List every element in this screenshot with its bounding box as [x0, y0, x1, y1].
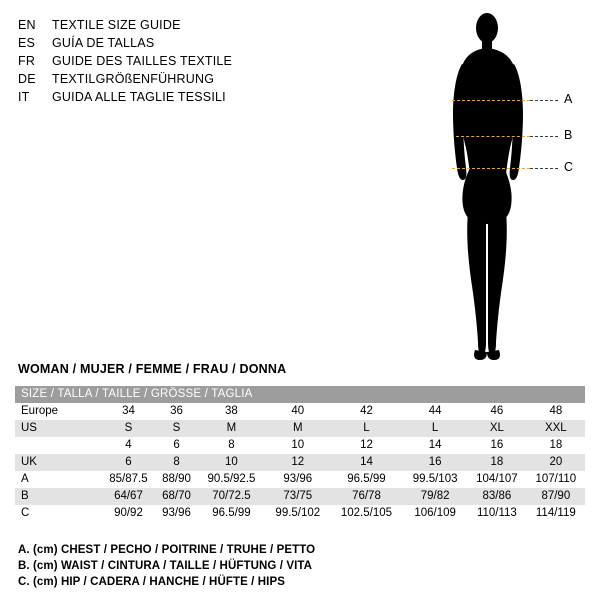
- table-row: [15, 454, 585, 471]
- cell: 4: [101, 437, 156, 454]
- cell: L: [330, 420, 403, 437]
- language-title: TEXTILE SIZE GUIDE: [52, 18, 181, 32]
- cell: 14: [330, 454, 403, 471]
- language-code: FR: [18, 54, 36, 68]
- cell: 6: [101, 454, 156, 471]
- language-row: [18, 70, 338, 88]
- cell: 10: [266, 437, 330, 454]
- language-row: [18, 34, 338, 52]
- cell: 96.5/99: [330, 471, 403, 488]
- cell: M: [266, 420, 330, 437]
- row-label: [15, 437, 101, 454]
- cell: 6: [156, 437, 197, 454]
- cell: 96.5/99: [197, 505, 266, 522]
- cell: 93/96: [156, 505, 197, 522]
- table-row: [15, 403, 585, 420]
- hip-measure-line: [452, 168, 530, 169]
- language-code: IT: [18, 90, 30, 104]
- cell: L: [403, 420, 467, 437]
- row-label: C: [15, 505, 101, 522]
- cell: 44: [403, 403, 467, 420]
- cell: 10: [197, 454, 266, 471]
- cell: 36: [156, 403, 197, 420]
- cell: 38: [197, 403, 266, 420]
- language-title: TEXTILGRÖßENFÜHRUNG: [52, 72, 215, 86]
- cell: 68/70: [156, 488, 197, 505]
- table-row: [15, 488, 585, 505]
- cell: 93/96: [266, 471, 330, 488]
- gender-label: WOMAN / MUJER / FEMME / FRAU / DONNA: [18, 362, 287, 376]
- cell: 110/113: [467, 505, 527, 522]
- language-code: ES: [18, 36, 36, 50]
- cell: 114/119: [527, 505, 585, 522]
- note-waist: B. (cm) WAIST / CINTURA / TAILLE / HÜFTUNG / VITA: [18, 560, 313, 572]
- table-row: [15, 505, 585, 522]
- table-row: [15, 420, 585, 437]
- note-chest: A. (cm) CHEST / PECHO / POITRINE / TRUHE / PETTO: [18, 544, 316, 556]
- chest-measure-line: [452, 100, 530, 101]
- hip-measure-pointer: [530, 168, 558, 169]
- cell: XXL: [527, 420, 585, 437]
- cell: 12: [330, 437, 403, 454]
- cell: S: [101, 420, 156, 437]
- cell: 18: [467, 454, 527, 471]
- language-code: EN: [18, 18, 36, 32]
- cell: 64/67: [101, 488, 156, 505]
- language-row: [18, 16, 338, 34]
- cell: 99.5/103: [403, 471, 467, 488]
- waist-measure-line: [456, 136, 530, 137]
- language-row: [18, 52, 338, 70]
- row-label: US: [15, 420, 101, 437]
- cell: 102.5/105: [330, 505, 403, 522]
- table-row: [15, 471, 585, 488]
- cell: 83/86: [467, 488, 527, 505]
- cell: 16: [467, 437, 527, 454]
- cell: 34: [101, 403, 156, 420]
- table-row: [15, 437, 585, 454]
- cell: 85/87.5: [101, 471, 156, 488]
- cell: 76/78: [330, 488, 403, 505]
- cell: 46: [467, 403, 527, 420]
- measurement-notes: [18, 542, 538, 590]
- language-title: GUIDE DES TAILLES TEXTILE: [52, 54, 233, 68]
- cell: 106/109: [403, 505, 467, 522]
- language-title: GUIDA ALLE TAGLIE TESSILI: [52, 90, 226, 104]
- language-title-block: [18, 16, 338, 106]
- cell: 79/82: [403, 488, 467, 505]
- cell: S: [156, 420, 197, 437]
- table-header-row: [15, 386, 585, 403]
- measure-label-a: A: [564, 92, 573, 106]
- cell: M: [197, 420, 266, 437]
- row-label: UK: [15, 454, 101, 471]
- cell: 18: [527, 437, 585, 454]
- cell: 12: [266, 454, 330, 471]
- waist-measure-pointer: [530, 136, 558, 137]
- row-label: B: [15, 488, 101, 505]
- cell: 90.5/92.5: [197, 471, 266, 488]
- cell: 20: [527, 454, 585, 471]
- measure-label-b: B: [564, 128, 573, 142]
- table-header-label: SIZE / TALLA / TAILLE / GRÖSSE / TAGLIA: [15, 386, 585, 403]
- female-silhouette-icon: [430, 8, 590, 368]
- measure-label-c: C: [564, 160, 574, 174]
- language-code: DE: [18, 72, 36, 86]
- cell: 87/90: [527, 488, 585, 505]
- language-row: [18, 88, 338, 106]
- cell: XL: [467, 420, 527, 437]
- cell: 88/90: [156, 471, 197, 488]
- cell: 40: [266, 403, 330, 420]
- body-figure: [430, 8, 590, 368]
- cell: 14: [403, 437, 467, 454]
- cell: 42: [330, 403, 403, 420]
- cell: 8: [197, 437, 266, 454]
- note-hip: C. (cm) HIP / CADERA / HANCHE / HÜFTE / HIPS: [18, 576, 286, 588]
- cell: 107/110: [527, 471, 585, 488]
- cell: 70/72.5: [197, 488, 266, 505]
- cell: 73/75: [266, 488, 330, 505]
- cell: 90/92: [101, 505, 156, 522]
- row-label: A: [15, 471, 101, 488]
- language-title: GUÍA DE TALLAS: [52, 36, 155, 50]
- cell: 48: [527, 403, 585, 420]
- chest-measure-pointer: [530, 100, 558, 101]
- cell: 16: [403, 454, 467, 471]
- cell: 8: [156, 454, 197, 471]
- row-label: Europe: [15, 403, 101, 420]
- cell: 99.5/102: [266, 505, 330, 522]
- cell: 104/107: [467, 471, 527, 488]
- size-table: [15, 386, 585, 522]
